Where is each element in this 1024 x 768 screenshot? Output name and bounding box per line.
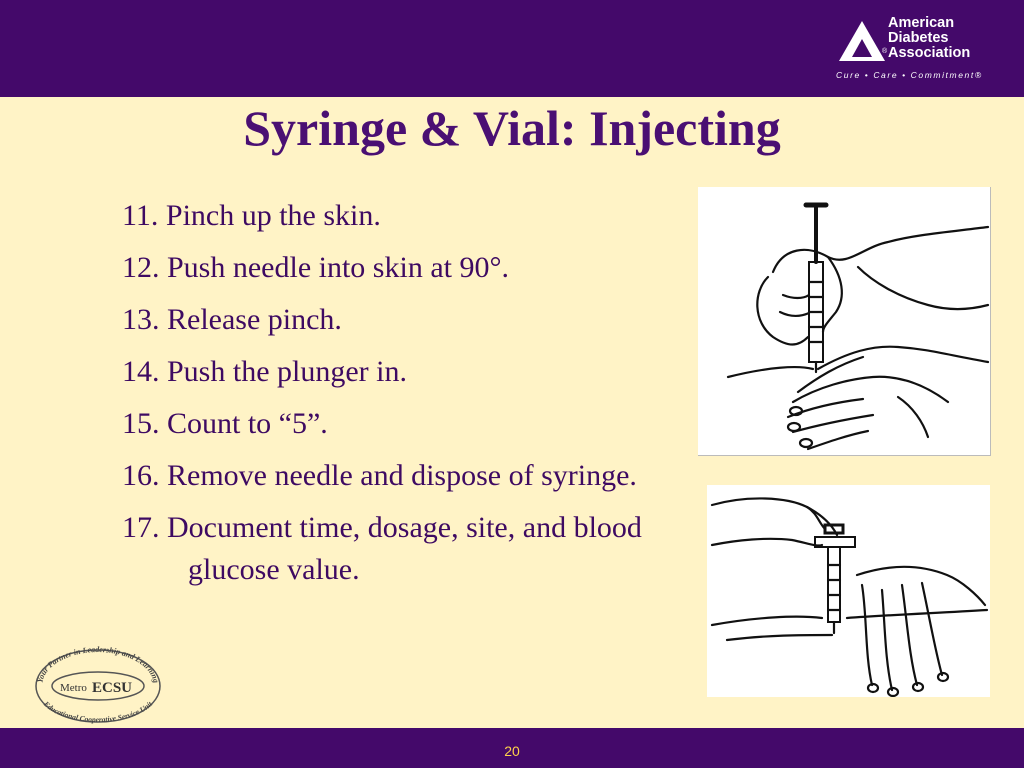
ada-logo — [832, 14, 1002, 86]
step-item — [122, 455, 697, 497]
registered-mark: ® — [882, 48, 888, 55]
step-number: 13. — [122, 303, 167, 336]
step-item — [122, 351, 697, 393]
svg-text:ECSU: ECSU — [92, 680, 133, 696]
step-text: Remove needle and dispose of syringe. — [167, 459, 637, 492]
step-item — [122, 299, 697, 341]
slide-title: Syringe & Vial: Injecting — [243, 100, 781, 156]
svg-text:Metro: Metro — [60, 682, 87, 694]
step-item — [122, 195, 697, 237]
svg-text:Educational Cooperative Servic: Educational Cooperative Service Unit — [41, 699, 155, 724]
metro-ecsu-logo — [28, 640, 168, 724]
step-number: 16. — [122, 459, 167, 492]
step-text: Push the plunger in. — [167, 355, 407, 388]
step-item — [122, 507, 697, 591]
step-number: 15. — [122, 407, 167, 440]
pinch-and-inject-illustration — [698, 187, 991, 456]
step-number: 14. — [122, 355, 167, 388]
step-item — [122, 403, 697, 445]
step-number: 11. — [122, 199, 166, 232]
step-text: Count to “5”. — [167, 407, 328, 440]
svg-text:Your Partner in Leadership and: Your Partner in Leadership and Learning — [35, 644, 161, 684]
step-number: 12. — [122, 251, 167, 284]
ada-triangle-icon — [838, 20, 886, 62]
step-text: Document time, dosage, site, and blood glucose value. — [167, 511, 642, 586]
step-item — [122, 247, 697, 289]
step-text: Push needle into skin at 90°. — [167, 251, 509, 284]
push-plunger-illustration — [707, 485, 990, 697]
ada-name: American Diabetes Association — [888, 15, 971, 61]
ada-tagline: Cure • Care • Commitment® — [836, 70, 983, 80]
step-text: Pinch up the skin. — [165, 199, 381, 232]
step-text: Release pinch. — [167, 303, 342, 336]
page-number: 20 — [504, 743, 520, 759]
steps-list — [122, 195, 697, 601]
step-number: 17. — [122, 511, 167, 544]
